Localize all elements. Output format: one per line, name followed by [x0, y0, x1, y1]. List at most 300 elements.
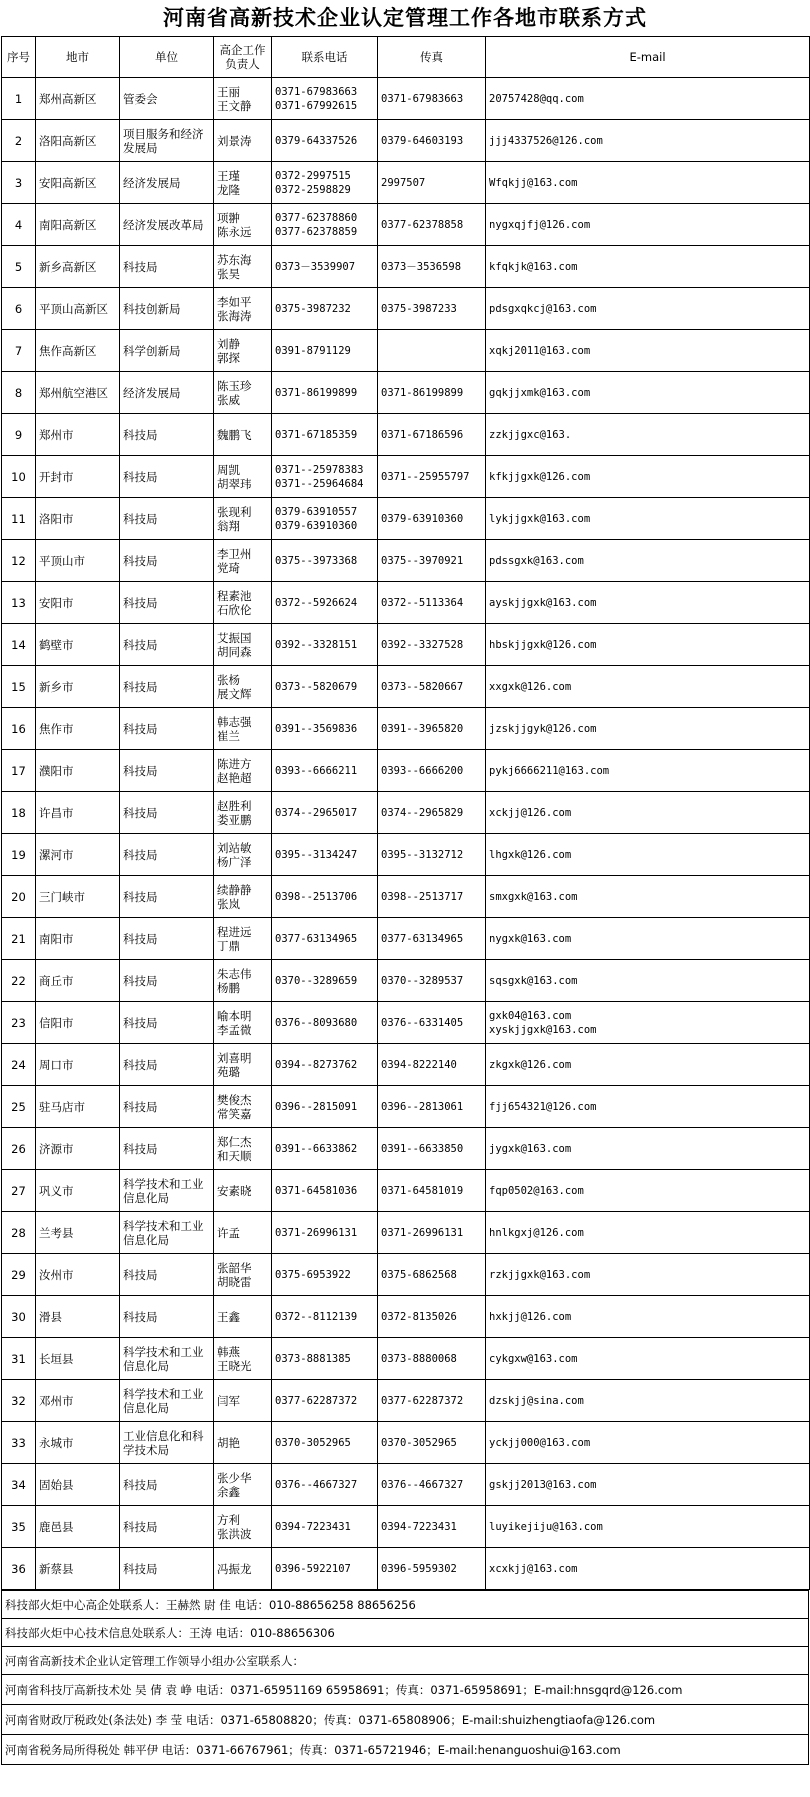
- cell-phone-line: 0391--6633862: [275, 1142, 358, 1155]
- cell-phone: [272, 1128, 378, 1170]
- table-row: [2, 78, 810, 120]
- cell-phone-line: 0371-67992615: [275, 99, 358, 112]
- cell-unit: 科技局: [120, 1128, 214, 1170]
- cell-city: 滑县: [36, 1296, 120, 1338]
- cell-person-line: 陈玉珍: [217, 378, 252, 393]
- cell-city: 新乡高新区: [36, 246, 120, 288]
- cell-person-line: 王晓光: [217, 1358, 252, 1373]
- cell-fax: [378, 498, 486, 540]
- cell-person-line: 李孟微: [217, 1022, 252, 1037]
- cell-city: 焦作高新区: [36, 330, 120, 372]
- cell-fax: [378, 960, 486, 1002]
- cell-phone-line: 0373－3539907: [275, 260, 356, 273]
- cell-person: [214, 792, 272, 834]
- cell-fax-line: 0379-63910360: [381, 512, 464, 525]
- cell-unit: 科技局: [120, 750, 214, 792]
- cell-phone-line: 0375-6953922: [275, 1268, 351, 1281]
- cell-seq: 23: [2, 1002, 36, 1044]
- cell-email-line[interactable]: lykjjgxk@163.com: [489, 512, 591, 525]
- cell-city: 固始县: [36, 1464, 120, 1506]
- cell-person: [214, 1338, 272, 1380]
- table-row: [2, 540, 810, 582]
- cell-fax: [378, 204, 486, 246]
- cell-phone-line: 0376--4667327: [275, 1478, 358, 1491]
- cell-fax-line: 0377-62378858: [381, 218, 464, 231]
- cell-email-line[interactable]: lhgxk@126.com: [489, 848, 572, 861]
- cell-fax-line: 0377-63134965: [381, 932, 464, 945]
- cell-person-line: 方利: [217, 1512, 240, 1527]
- cell-person-line: 艾振国: [217, 630, 252, 645]
- cell-person-line: 苏东海: [217, 252, 252, 267]
- table-row: [2, 750, 810, 792]
- cell-fax-line: 0373--5820667: [381, 680, 464, 693]
- cell-seq: 1: [2, 78, 36, 120]
- cell-phone-line: 0379-63910557: [275, 505, 358, 518]
- cell-phone: [272, 1296, 378, 1338]
- table-row: [2, 1044, 810, 1086]
- cell-person: [214, 414, 272, 456]
- cell-email: [486, 1380, 810, 1422]
- cell-fax-line: 0375-6862568: [381, 1268, 457, 1281]
- cell-phone-line: 0371--25964684: [275, 477, 364, 490]
- cell-fax-line: 0379-64603193: [381, 134, 464, 147]
- cell-unit: 科技局: [120, 1464, 214, 1506]
- table-row: [2, 1422, 810, 1464]
- cell-fax-line: 0395--3132712: [381, 848, 464, 861]
- table-row: [2, 1380, 810, 1422]
- table-row: [2, 1128, 810, 1170]
- cell-city: 平顶山市: [36, 540, 120, 582]
- cell-fax: [378, 162, 486, 204]
- cell-phone-line: 0376--8093680: [275, 1016, 358, 1029]
- cell-email: [486, 1170, 810, 1212]
- cell-person: [214, 1380, 272, 1422]
- cell-fax-line: 0394-8222140: [381, 1058, 457, 1071]
- cell-phone-line: 0375-3987232: [275, 302, 351, 315]
- cell-person-line: 胡同森: [217, 644, 252, 659]
- cell-fax: [378, 1464, 486, 1506]
- cell-person-line: 常笑嘉: [217, 1106, 252, 1121]
- cell-phone: [272, 1422, 378, 1464]
- cell-fax: [378, 1338, 486, 1380]
- cell-unit: 科技局: [120, 666, 214, 708]
- cell-phone-line: 0372-2997515: [275, 169, 351, 182]
- cell-person-line: 张昊: [217, 266, 240, 281]
- cell-person-line: 崔兰: [217, 728, 240, 743]
- cell-person-line: 张洪波: [217, 1526, 252, 1541]
- cell-person-line: 展文辉: [217, 686, 252, 701]
- cell-city: 济源市: [36, 1128, 120, 1170]
- cell-email: [486, 540, 810, 582]
- cell-city: 濮阳市: [36, 750, 120, 792]
- cell-person: [214, 204, 272, 246]
- cell-person: [214, 246, 272, 288]
- cell-fax: [378, 582, 486, 624]
- cell-email-line[interactable]: hxkjj@126.com: [489, 1310, 572, 1323]
- cell-fax: [378, 1506, 486, 1548]
- cell-city: 郑州航空港区: [36, 372, 120, 414]
- cell-fax: [378, 1296, 486, 1338]
- cell-person-line: 党琦: [217, 560, 240, 575]
- cell-email: [486, 666, 810, 708]
- cell-email: [486, 876, 810, 918]
- cell-person-line: 张海涛: [217, 308, 252, 323]
- cell-fax-line: 0371-64581019: [381, 1184, 464, 1197]
- cell-fax: [378, 414, 486, 456]
- cell-seq: 13: [2, 582, 36, 624]
- cell-email: [486, 960, 810, 1002]
- cell-fax-line: 0373－3536598: [381, 260, 462, 273]
- footer-line: 科技部火炬中心高企处联系人：王赫然 尉 佳 电话：010-88656258 88656256: [2, 1591, 809, 1619]
- cell-email-line[interactable]: nygxqjfj@126.com: [489, 218, 591, 231]
- cell-city: 永城市: [36, 1422, 120, 1464]
- cell-person: [214, 540, 272, 582]
- cell-email-line[interactable]: hbskjjgxk@126.com: [489, 638, 597, 651]
- cell-phone-line: 0391--3569836: [275, 722, 358, 735]
- table-row: [2, 246, 810, 288]
- cell-city: 安阳高新区: [36, 162, 120, 204]
- cell-fax-line: 0393--6666200: [381, 764, 464, 777]
- cell-phone: [272, 918, 378, 960]
- cell-email-line[interactable]: rzkjjgxk@163.com: [489, 1268, 591, 1281]
- cell-email: [486, 1002, 810, 1044]
- cell-email-line[interactable]: jzskjjgyk@126.com: [489, 722, 597, 735]
- cell-email-line[interactable]: yckjj000@163.com: [489, 1436, 591, 1449]
- cell-person-line: 魏鹏飞: [217, 427, 252, 442]
- cell-city: 邓州市: [36, 1380, 120, 1422]
- footer-row: [2, 1647, 809, 1675]
- cell-fax: [378, 1044, 486, 1086]
- cell-fax-line: 0376--6331405: [381, 1016, 464, 1029]
- cell-seq: 4: [2, 204, 36, 246]
- cell-phone: [272, 1002, 378, 1044]
- cell-fax: [378, 1422, 486, 1464]
- cell-email: [486, 162, 810, 204]
- cell-person-line: 翁翔: [217, 518, 240, 533]
- cell-city: 焦作市: [36, 708, 120, 750]
- cell-fax-line: 0375--3970921: [381, 554, 464, 567]
- cell-email-line[interactable]: xcxkjj@163.com: [489, 1562, 578, 1575]
- table-row: [2, 1086, 810, 1128]
- cell-email-line[interactable]: jygxk@163.com: [489, 1142, 572, 1155]
- table-row: [2, 876, 810, 918]
- cell-person: [214, 1170, 272, 1212]
- cell-email-line[interactable]: 20757428@qq.com: [489, 92, 584, 105]
- cell-email: [486, 750, 810, 792]
- cell-phone-line: 0391-8791129: [275, 344, 351, 357]
- cell-phone-line: 0375--3973368: [275, 554, 358, 567]
- cell-phone: [272, 792, 378, 834]
- cell-fax-line: 0391--3965820: [381, 722, 464, 735]
- cell-email: [486, 1548, 810, 1590]
- cell-unit: 科技局: [120, 1086, 214, 1128]
- cell-email: [486, 1296, 810, 1338]
- cell-city: 郑州高新区: [36, 78, 120, 120]
- cell-fax: [378, 456, 486, 498]
- cell-email-line[interactable]: fqp0502@163.com: [489, 1184, 584, 1197]
- cell-person-line: 闫军: [217, 1393, 240, 1408]
- cell-email-line[interactable]: nygxk@163.com: [489, 932, 572, 945]
- cell-seq: 11: [2, 498, 36, 540]
- footer-row: [2, 1619, 809, 1647]
- cell-email-line[interactable]: dzskjj@sina.com: [489, 1394, 584, 1407]
- cell-person-line: 郑仁杰: [217, 1134, 252, 1149]
- table-row: [2, 1002, 810, 1044]
- cell-person: [214, 708, 272, 750]
- cell-phone-line: 0392--3328151: [275, 638, 358, 651]
- cell-phone: [272, 1380, 378, 1422]
- cell-person-line: 许孟: [217, 1225, 240, 1240]
- table-row: [2, 330, 810, 372]
- cell-fax: [378, 330, 486, 372]
- cell-seq: 20: [2, 876, 36, 918]
- cell-fax: [378, 120, 486, 162]
- cell-seq: 25: [2, 1086, 36, 1128]
- cell-seq: 14: [2, 624, 36, 666]
- cell-person-line: 王鑫: [217, 1309, 240, 1324]
- contact-table: [1, 36, 810, 1590]
- cell-seq: 31: [2, 1338, 36, 1380]
- cell-email-line[interactable]: hnlkgxj@126.com: [489, 1226, 584, 1239]
- table-row: [2, 120, 810, 162]
- cell-unit: 科技局: [120, 624, 214, 666]
- cell-fax: [378, 1128, 486, 1170]
- cell-person-line: 程进远: [217, 924, 252, 939]
- cell-fax-line: 0371-86199899: [381, 386, 464, 399]
- cell-phone-line: 0372--8112139: [275, 1310, 358, 1323]
- cell-person-line: 余鑫: [217, 1484, 240, 1499]
- cell-unit: 工业信息化和科学技术局: [120, 1422, 214, 1464]
- cell-email-line[interactable]: gskjj2013@163.com: [489, 1478, 597, 1491]
- cell-phone-line: 0393--6666211: [275, 764, 358, 777]
- cell-person-line: 王文静: [217, 98, 252, 113]
- cell-fax: [378, 792, 486, 834]
- cell-person: [214, 120, 272, 162]
- cell-unit: 科技局: [120, 876, 214, 918]
- cell-fax-line: 0377-62287372: [381, 1394, 464, 1407]
- cell-person: [214, 1128, 272, 1170]
- header-person: 高企工作负责人: [214, 37, 272, 78]
- cell-unit: 科技局: [120, 246, 214, 288]
- cell-fax: [378, 876, 486, 918]
- header-row: [2, 37, 810, 78]
- cell-email-line[interactable]: xckjj@126.com: [489, 806, 572, 819]
- cell-seq: 19: [2, 834, 36, 876]
- cell-phone: [272, 750, 378, 792]
- cell-email-line[interactable]: gxk04@163.com: [489, 1009, 572, 1022]
- cell-person-line: 刘景涛: [217, 133, 252, 148]
- cell-email-line[interactable]: xyskjjgxk@163.com: [489, 1023, 597, 1036]
- cell-email: [486, 1506, 810, 1548]
- cell-unit: 科技局: [120, 792, 214, 834]
- cell-fax-line: 0370--3289537: [381, 974, 464, 987]
- cell-seq: 35: [2, 1506, 36, 1548]
- cell-person-line: 安素晓: [217, 1183, 252, 1198]
- cell-person: [214, 918, 272, 960]
- cell-seq: 34: [2, 1464, 36, 1506]
- footer-line: 河南省科技厅高新技术处 吴 倩 袁 峥 电话：0371-65951169 65958691；传真：0371-65958691；E-mail:hnsgqrd@126.com: [2, 1675, 809, 1705]
- cell-person-line: 赵胜利: [217, 798, 252, 813]
- cell-email-line[interactable]: cykgxw@163.com: [489, 1352, 578, 1365]
- cell-fax-line: 0371-67186596: [381, 428, 464, 441]
- cell-fax-line: 0396-5959302: [381, 1562, 457, 1575]
- cell-fax: [378, 624, 486, 666]
- cell-phone-line: 0371--25978383: [275, 463, 364, 476]
- table-row: [2, 792, 810, 834]
- cell-phone: [272, 288, 378, 330]
- cell-email-line[interactable]: zzkjjgxc@163.: [489, 428, 572, 441]
- cell-city: 南阳高新区: [36, 204, 120, 246]
- cell-person: [214, 834, 272, 876]
- cell-city: 安阳市: [36, 582, 120, 624]
- cell-seq: 29: [2, 1254, 36, 1296]
- cell-person: [214, 876, 272, 918]
- cell-person-line: 陈进方: [217, 756, 252, 771]
- cell-email: [486, 1044, 810, 1086]
- cell-unit: 管委会: [120, 78, 214, 120]
- cell-seq: 21: [2, 918, 36, 960]
- cell-email: [486, 204, 810, 246]
- document-page: [1, 0, 809, 1765]
- cell-unit: 经济发展局: [120, 162, 214, 204]
- cell-seq: 5: [2, 246, 36, 288]
- cell-email-line[interactable]: Wfqkjj@163.com: [489, 176, 578, 189]
- cell-fax: [378, 540, 486, 582]
- footer-line: 河南省财政厅税政处(条法处) 李 莹 电话：0371-65808820；传真：0371-65808906；E-mail:shuizhengtiaofa@126.com: [2, 1705, 809, 1735]
- cell-person: [214, 1044, 272, 1086]
- cell-email: [486, 120, 810, 162]
- cell-seq: 9: [2, 414, 36, 456]
- cell-email-line[interactable]: smxgxk@163.com: [489, 890, 578, 903]
- cell-city: 新蔡县: [36, 1548, 120, 1590]
- cell-email-line[interactable]: xxgxk@126.com: [489, 680, 572, 693]
- cell-email: [486, 330, 810, 372]
- cell-phone: [272, 1044, 378, 1086]
- cell-email-line[interactable]: ayskjjgxk@163.com: [489, 596, 597, 609]
- cell-fax: [378, 666, 486, 708]
- table-row: [2, 918, 810, 960]
- footer-body: [2, 1591, 809, 1765]
- cell-person-line: 李卫州: [217, 546, 252, 561]
- cell-city: 周口市: [36, 1044, 120, 1086]
- cell-fax: [378, 372, 486, 414]
- cell-city: 洛阳市: [36, 498, 120, 540]
- cell-unit: 科技局: [120, 918, 214, 960]
- cell-email-line[interactable]: kfqkjk@163.com: [489, 260, 578, 273]
- cell-email-line[interactable]: pdsgxqkcj@163.com: [489, 302, 597, 315]
- cell-email-line[interactable]: jjj4337526@126.com: [489, 134, 603, 147]
- cell-unit: 科技局: [120, 414, 214, 456]
- cell-unit: 科技局: [120, 540, 214, 582]
- cell-email-line[interactable]: xqkj2011@163.com: [489, 344, 591, 357]
- cell-person: [214, 330, 272, 372]
- document-title: 河南省高新技术企业认定管理工作各地市联系方式: [163, 6, 647, 30]
- cell-phone-line: 0372-2598829: [275, 183, 351, 196]
- cell-phone: [272, 162, 378, 204]
- cell-email-line[interactable]: pykj6666211@163.com: [489, 764, 610, 777]
- footer-row: [2, 1735, 809, 1765]
- cell-email-line[interactable]: luyikejiju@163.com: [489, 1520, 603, 1533]
- table-row: [2, 1170, 810, 1212]
- cell-person-line: 李如平: [217, 294, 252, 309]
- cell-person-line: 龙隆: [217, 182, 240, 197]
- header-fax: 传真: [378, 37, 486, 78]
- cell-phone-line: 0379-63910360: [275, 519, 358, 532]
- cell-phone-line: 0377-62378859: [275, 225, 358, 238]
- cell-email: [486, 1212, 810, 1254]
- cell-unit: 科技局: [120, 498, 214, 540]
- cell-person: [214, 78, 272, 120]
- cell-email-line[interactable]: sqsgxk@163.com: [489, 974, 578, 987]
- cell-person-line: 陈永远: [217, 224, 252, 239]
- cell-phone-line: 0372--5926624: [275, 596, 358, 609]
- cell-seq: 16: [2, 708, 36, 750]
- cell-seq: 36: [2, 1548, 36, 1590]
- cell-email-line[interactable]: pdssgxk@163.com: [489, 554, 584, 567]
- cell-unit: 科技局: [120, 1044, 214, 1086]
- cell-unit: 项目服务和经济发展局: [120, 120, 214, 162]
- cell-email-line[interactable]: fjj654321@126.com: [489, 1100, 597, 1113]
- cell-phone: [272, 582, 378, 624]
- cell-phone-line: 0394--8273762: [275, 1058, 358, 1071]
- cell-phone-line: 0370--3289659: [275, 974, 358, 987]
- cell-phone-line: 0379-64337526: [275, 134, 358, 147]
- cell-phone: [272, 624, 378, 666]
- cell-seq: 26: [2, 1128, 36, 1170]
- cell-fax: [378, 834, 486, 876]
- cell-seq: 22: [2, 960, 36, 1002]
- cell-phone-line: 0371-86199899: [275, 386, 358, 399]
- cell-person: [214, 456, 272, 498]
- cell-email-line[interactable]: gqkjjxmk@163.com: [489, 386, 591, 399]
- cell-email-line[interactable]: zkgxk@126.com: [489, 1058, 572, 1071]
- cell-seq: 2: [2, 120, 36, 162]
- cell-seq: 7: [2, 330, 36, 372]
- cell-person-line: 张现利: [217, 504, 252, 519]
- cell-person: [214, 750, 272, 792]
- cell-phone: [272, 666, 378, 708]
- cell-phone: [272, 1212, 378, 1254]
- cell-email-line[interactable]: kfkjjgxk@126.com: [489, 470, 591, 483]
- cell-fax-line: 0392--3327528: [381, 638, 464, 651]
- cell-seq: 30: [2, 1296, 36, 1338]
- cell-phone: [272, 1170, 378, 1212]
- header-unit: 单位: [120, 37, 214, 78]
- cell-city: 平顶山高新区: [36, 288, 120, 330]
- cell-phone-line: 0373--5820679: [275, 680, 358, 693]
- cell-city: 长垣县: [36, 1338, 120, 1380]
- table-row: [2, 582, 810, 624]
- cell-unit: 经济发展局: [120, 372, 214, 414]
- cell-seq: 28: [2, 1212, 36, 1254]
- cell-city: 信阳市: [36, 1002, 120, 1044]
- cell-person: [214, 288, 272, 330]
- cell-email: [486, 456, 810, 498]
- cell-fax: [378, 1380, 486, 1422]
- cell-email: [486, 1086, 810, 1128]
- cell-phone-line: 0371-26996131: [275, 1226, 358, 1239]
- cell-city: 兰考县: [36, 1212, 120, 1254]
- cell-city: 驻马店市: [36, 1086, 120, 1128]
- cell-seq: 27: [2, 1170, 36, 1212]
- table-row: [2, 1464, 810, 1506]
- cell-person-line: 胡晓雷: [217, 1274, 252, 1289]
- header-phone: 联系电话: [272, 37, 378, 78]
- cell-person-line: 王瑾: [217, 168, 240, 183]
- table-row: [2, 1296, 810, 1338]
- table-row: [2, 372, 810, 414]
- table-row: [2, 204, 810, 246]
